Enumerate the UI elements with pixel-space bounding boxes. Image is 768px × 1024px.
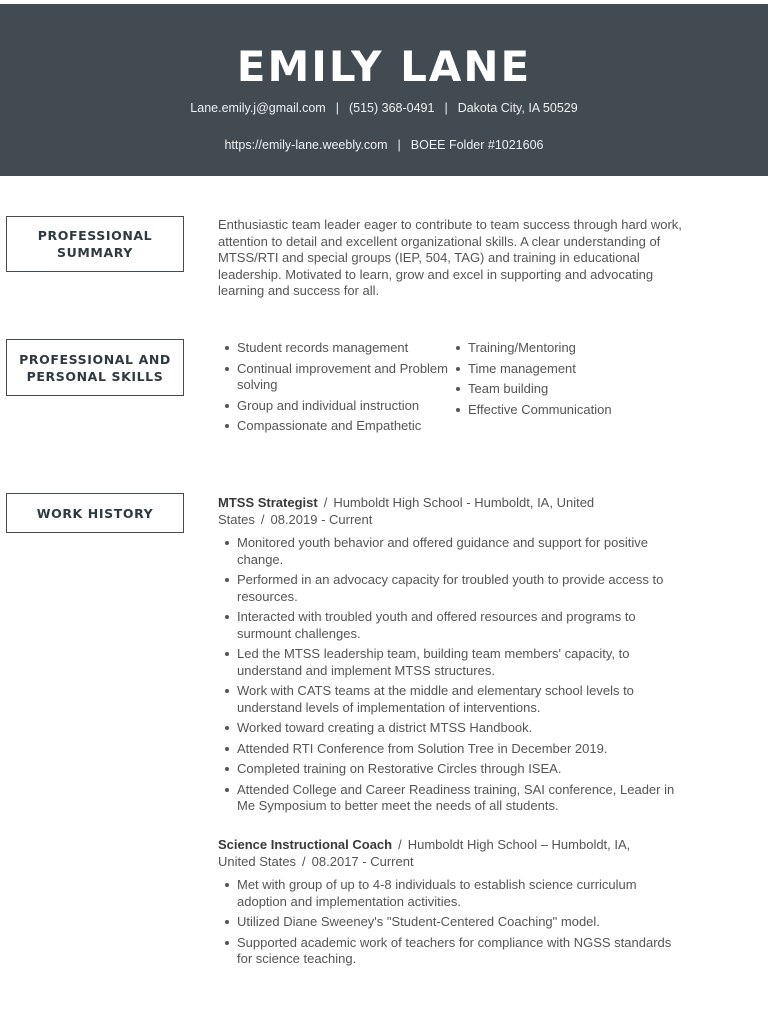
summary-section-label (6, 216, 184, 272)
resume-header (0, 4, 768, 176)
duty-item: Performed in an advocacy capacity for troubled youth to provide access to resources. (218, 572, 678, 605)
skill-item: Effective Communication (449, 402, 649, 419)
contact-line-1 (0, 101, 768, 115)
summary-label-line-2: SUMMARY (57, 245, 133, 260)
duty-item: Attended College and Career Readiness training, SAI conference, Leader in Me Symposium to better meet the needs of all students. (218, 782, 678, 815)
work-section-label (6, 493, 184, 533)
summary-text: Enthusiastic team leader eager to contribute to team success through hard work, attention to detail and excellent organizational skills. A clear understanding of MTSS/RTI and special groups (IEP, 504, TAG) and training in educational leadership. Motivated to learn, grow and excel in supporting and advocating learning and success for all. (218, 217, 682, 299)
contact-line-2 (0, 138, 768, 152)
summary-label-line-1: PROFESSIONAL (37, 228, 153, 243)
duty-item: Utilized Diane Sweeney's "Student-Centered Coaching" model. (218, 914, 678, 931)
duty-item: Interacted with troubled youth and offered resources and programs to surmount challenges. (218, 609, 678, 642)
separator: | (397, 138, 401, 152)
skills-section-label (6, 339, 184, 396)
duty-item: Monitored youth behavior and offered guidance and support for positive change. (218, 535, 678, 568)
skill-item: Training/Mentoring (449, 340, 649, 357)
job-role: Science Instructional Coach (218, 837, 393, 852)
job-employer: Humboldt High School - Humboldt, IA, United States (218, 495, 595, 527)
separator: | (444, 101, 448, 115)
duty-item: Attended RTI Conference from Solution Tree in December 2019. (218, 741, 678, 758)
duty-item: Led the MTSS leadership team, building team members' capacity, to understand and implement MTSS structures. (218, 646, 678, 679)
job-employer: Humboldt High School – Humboldt, IA, United States (218, 837, 631, 869)
skill-item: Student records management (218, 340, 448, 357)
job-duties-2 (218, 877, 678, 972)
duty-item: Worked toward creating a district MTSS Handbook. (218, 720, 678, 737)
folder-number: BOEE Folder #1021606 (410, 138, 544, 152)
skills-label-line-2: PERSONAL SKILLS (26, 368, 164, 384)
skill-item: Compassionate and Empathetic (218, 418, 448, 435)
separator: | (335, 101, 339, 115)
location: Dakota City, IA 50529 (457, 101, 578, 115)
duty-item: Completed training on Restorative Circles through ISEA. (218, 761, 678, 778)
skills-label-line-1: PROFESSIONAL AND (19, 351, 171, 367)
skill-item: Time management (449, 361, 649, 378)
skill-item: Team building (449, 381, 649, 398)
job-title-1: MTSS Strategist / Humboldt High School - Humboldt, IA, United States / 08.2019 - Current (218, 495, 595, 527)
job-title-2: Science Instructional Coach / Humboldt High School – Humboldt, IA, United States / 08.2017 - Current (218, 837, 631, 869)
job-role: MTSS Strategist (218, 495, 318, 510)
job-dates: 08.2017 - Current (311, 854, 414, 869)
job-dates: 08.2019 - Current (270, 512, 373, 527)
skill-item: Continual improvement and Problem solving (218, 361, 448, 394)
job-duties-1 (218, 535, 678, 819)
duty-item: Work with CATS teams at the middle and elementary school levels to understand levels of implementation of interventions. (218, 683, 678, 716)
work-label: WORK HISTORY (36, 505, 154, 521)
skills-list-right (449, 340, 649, 422)
email-link[interactable]: Lane.emily.j@gmail.com (190, 101, 326, 115)
duty-item: Supported academic work of teachers for compliance with NGSS standards for science teaching. (218, 935, 678, 968)
phone-number: (515) 368-0491 (348, 101, 435, 115)
skills-list-left (218, 340, 448, 439)
skill-item: Group and individual instruction (218, 398, 448, 415)
candidate-name: EMILY LANE (236, 42, 532, 91)
website-link[interactable]: https://emily-lane.weebly.com (224, 138, 388, 152)
duty-item: Met with group of up to 4-8 individuals to establish science curriculum adoption and implementation activities. (218, 877, 678, 910)
